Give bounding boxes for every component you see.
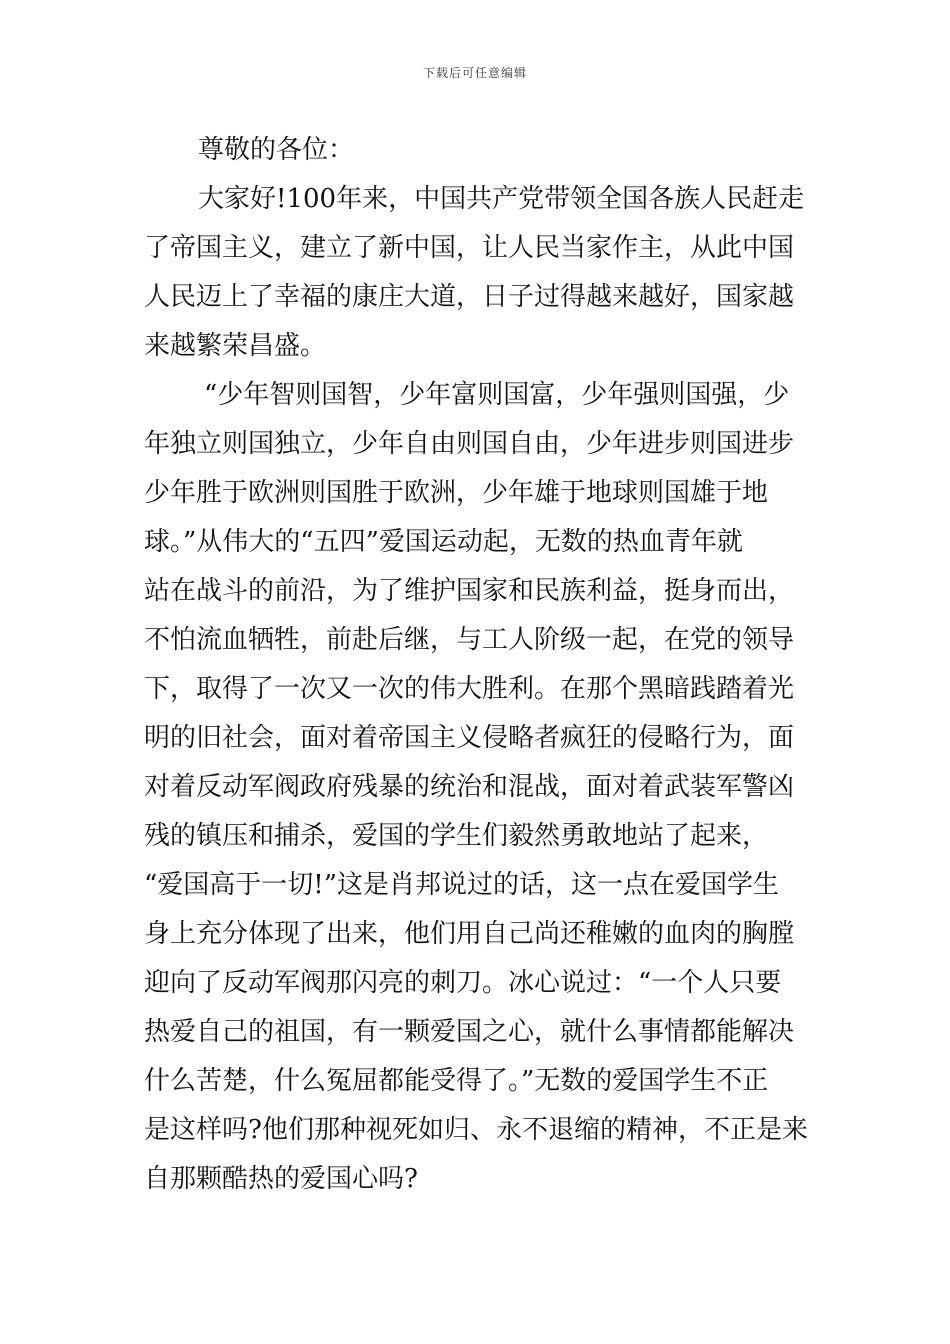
paragraph-line: 是这样吗?他们那种视死如归、永不退缩的精神，不正是来 <box>144 1115 808 1145</box>
paragraph-line: 年独立则国独立，少年自由则国自由，少年进步则国进步 <box>144 429 795 459</box>
paragraph-line: 球。”从伟大的“五四”爱国运动起，无数的热血青年就 <box>144 527 743 557</box>
paragraph-line: 残的镇压和捕杀，爱国的学生们毅然勇敢地站了起来， <box>144 821 769 851</box>
paragraph-line: 站在战斗的前沿，为了维护国家和民族利益，挺身而出， <box>144 576 795 606</box>
paragraph-line: 少年胜于欧洲则国胜于欧洲，少年雄于地球则国雄于地 <box>144 478 769 508</box>
document-body <box>144 126 812 1204</box>
page-header-note: 下载后可任意编辑 <box>422 66 527 80</box>
salutation-line: 尊敬的各位： <box>198 135 355 165</box>
paragraph-line: 热爱自己的祖国，有一颗爱国之心，就什么事情都能解决 <box>144 1017 795 1047</box>
paragraph-line: 什么苦楚，什么冤屈都能受得了。”无数的爱国学生不正 <box>144 1066 769 1096</box>
paragraph-line: “爱国高于一切!”这是肖邦说过的话，这一点在爱国学生 <box>144 870 780 900</box>
paragraph-line: 大家好!100年来，中国共产党带领全国各族人民赶走 <box>198 184 805 214</box>
paragraph-line: 来越繁荣昌盛。 <box>144 331 327 361</box>
paragraph-line: “少年智则国智，少年富则国富，少年强则国强，少 <box>204 380 790 410</box>
paragraph-line: 对着反动军阀政府残暴的统治和混战，面对着武装军警凶 <box>144 772 795 802</box>
paragraph-line: 迎向了反动军阀那闪亮的刺刀。冰心说过：“一个人只要 <box>144 968 782 998</box>
paragraph-line: 身上充分体现了出来，他们用自己尚还稚嫩的血肉的胸膛 <box>144 919 795 949</box>
paragraph-line: 不怕流血牺牲，前赴后继，与工人阶级一起，在党的领导 <box>144 625 795 655</box>
paragraph-line: 明的旧社会，面对着帝国主义侵略者疯狂的侵略行为，面 <box>144 723 795 753</box>
paragraph-line: 下，取得了一次又一次的伟大胜利。在那个黑暗践踏着光 <box>144 674 795 704</box>
paragraph-line: 自那颗酷热的爱国心吗? <box>144 1164 418 1194</box>
paragraph-line: 了帝国主义，建立了新中国，让人民当家作主，从此中国 <box>144 233 795 263</box>
paragraph-line: 人民迈上了幸福的康庄大道，日子过得越来越好，国家越 <box>144 282 795 312</box>
